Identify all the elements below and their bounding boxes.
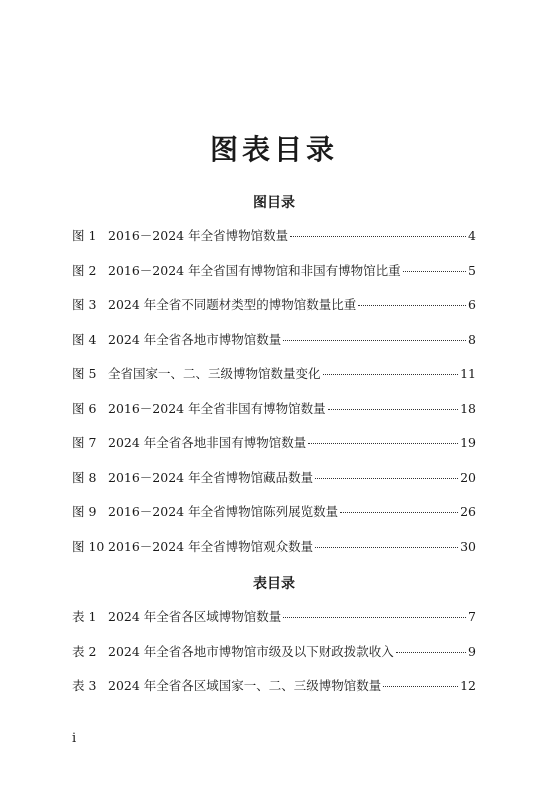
toc-entry-label: 图 10 [72,538,105,554]
toc-entry-page: 8 [468,331,476,347]
toc-entry-page: 5 [468,262,476,278]
page-number: i [72,731,77,746]
toc-entry-page: 20 [460,469,476,485]
toc-entry-page: 30 [460,538,476,554]
toc-entry-page: 26 [460,504,476,519]
toc-entry-title: 2016－2024 年全省国有博物馆和非国有博物馆比重 [108,262,401,278]
figures-toc-list [72,226,476,571]
toc-entry-page: 6 [468,297,476,312]
toc-entry-figure-10[interactable] [72,537,476,572]
toc-entry-label: 图 9 [72,504,97,519]
toc-entry-table-3[interactable] [72,676,476,711]
toc-leader-dots [283,340,466,341]
toc-entry-title: 全省国家一、二、三级博物馆数量变化 [108,366,321,381]
toc-entry-figure-4[interactable] [72,330,476,365]
toc-entry-page: 19 [460,435,476,450]
toc-entry-label: 图 4 [72,331,97,347]
toc-entry-figure-2[interactable] [72,261,476,296]
toc-entry-figure-3[interactable] [72,295,476,330]
toc-entry-page: 7 [468,609,476,624]
toc-entry-label: 表 1 [72,609,97,624]
toc-leader-dots [328,409,458,410]
toc-entry-label: 图 1 [72,228,97,243]
toc-entry-page: 9 [468,643,476,659]
toc-entry-table-2[interactable] [72,642,476,677]
toc-entry-label: 表 2 [72,643,97,659]
toc-entry-label: 图 2 [72,262,97,278]
toc-leader-dots [290,236,466,237]
toc-leader-dots [315,547,458,548]
toc-leader-dots [308,443,458,444]
toc-entry-figure-1[interactable] [72,226,476,261]
toc-entry-title: 2016－2024 年全省博物馆数量 [108,228,289,243]
toc-entry-label: 图 7 [72,435,97,450]
toc-entry-page: 11 [460,366,476,381]
tables-toc-list [72,607,476,711]
toc-entry-title: 2016－2024 年全省博物馆观众数量 [108,538,314,554]
toc-entry-title: 2016－2024 年全省博物馆陈列展览数量 [108,504,339,519]
toc-leader-dots [358,305,466,306]
toc-entry-label: 图 5 [72,366,97,381]
toc-entry-figure-7[interactable] [72,433,476,468]
toc-entry-page: 4 [468,228,476,243]
toc-entry-page: 12 [460,678,476,693]
toc-entry-figure-8[interactable] [72,468,476,503]
toc-leader-dots [283,617,466,618]
toc-entry-title: 2024 年全省各地市博物馆数量 [108,331,282,347]
toc-entry-title: 2016－2024 年全省博物馆藏品数量 [108,469,314,485]
page-title: 图表目录 [209,133,338,166]
toc-entry-title: 2024 年全省不同题材类型的博物馆数量比重 [108,297,357,312]
toc-leader-dots [403,271,466,272]
toc-entry-figure-5[interactable] [72,364,476,399]
toc-entry-figure-9[interactable] [72,502,476,537]
figures-heading: 图目录 [253,195,295,211]
toc-entry-page: 18 [460,400,476,416]
toc-entry-label: 图 8 [72,469,97,485]
toc-entry-title: 2024 年全省各地非国有博物馆数量 [108,435,307,450]
toc-entry-label: 表 3 [72,678,97,693]
toc-entry-table-1[interactable] [72,607,476,642]
toc-entry-figure-6[interactable] [72,399,476,434]
toc-entry-title: 2024 年全省各区域国家一、二、三级博物馆数量 [108,678,382,693]
toc-entry-title: 2024 年全省各区域博物馆数量 [108,609,282,624]
toc-entry-label: 图 3 [72,297,97,312]
toc-leader-dots [323,374,459,375]
toc-leader-dots [340,512,458,513]
toc-entry-title: 2024 年全省各地市博物馆市级及以下财政拨款收入 [108,643,394,659]
toc-leader-dots [396,652,466,653]
toc-entry-title: 2016－2024 年全省非国有博物馆数量 [108,400,326,416]
toc-entry-label: 图 6 [72,400,97,416]
toc-leader-dots [315,478,458,479]
toc-leader-dots [383,686,458,687]
tables-heading: 表目录 [253,576,295,592]
